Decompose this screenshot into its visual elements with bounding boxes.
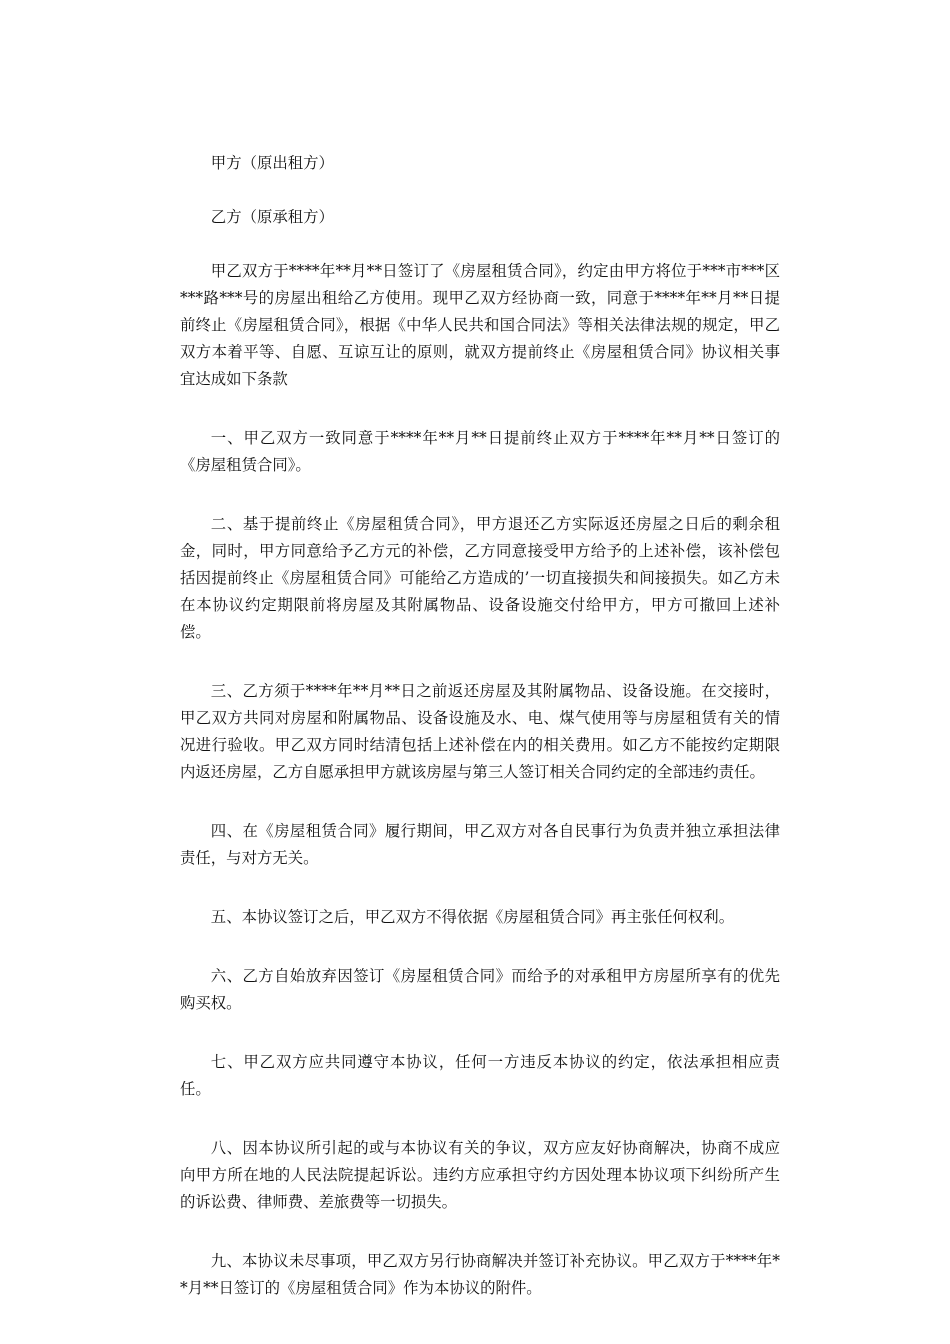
clause-3: 三、乙方须于****年**月**日之前返还房屋及其附属物品、设备设施。在交接时，甲乙双方共同对房屋和附属物品、设备设施及水、电、煤气使用等与房屋租赁有关的情况进行验收。甲乙双方同时结清包括上述补偿在内的相关费用。如乙方不能按约定期限内返还房屋，乙方自愿承担甲方就该房屋与第三人签订相关合同约定的全部违约责任。 xyxy=(180,682,780,781)
clause-4: 四、在《房屋租赁合同》履行期间，甲乙双方对各自民事行为负责并独立承担法律责任，与对方无关。 xyxy=(180,822,780,867)
clause-6: 六、乙方自始放弃因签订《房屋租赁合同》而给予的对承租甲方房屋所享有的优先购买权。 xyxy=(180,967,780,1012)
party-a-line: 甲方（原出租方） xyxy=(210,154,334,172)
clause-5: 五、本协议签订之后，甲乙双方不得依据《房屋租赁合同》再主张任何权利。 xyxy=(210,908,735,926)
party-b-line: 乙方（原承租方） xyxy=(210,208,334,226)
clause-7: 七、甲乙双方应共同遵守本协议，任何一方违反本协议的约定，依法承担相应责任。 xyxy=(180,1053,780,1098)
clause-9: 九、本协议未尽事项，甲乙双方另行协商解决并签订补充协议。甲乙双方于****年**月**日签订的《房屋租赁合同》作为本协议的附件。 xyxy=(180,1252,780,1297)
clause-8: 八、因本协议所引起的或与本协议有关的争议，双方应友好协商解决，协商不成应向甲方所在地的人民法院提起诉讼。违约方应承担守约方因处理本协议项下纠纷所产生的诉讼费、律师费、差旅费等一切损失。 xyxy=(180,1139,780,1211)
clause-2: 二、基于提前终止《房屋租赁合同》，甲方退还乙方实际返还房屋之日后的剩余租金，同时，甲方同意给予乙方元的补偿，乙方同意接受甲方给予的上述补偿，该补偿包括因提前终止《房屋租赁合同》可能给乙方造成的’一切直接损失和间接损失。如乙方未在本协议约定期限前将房屋及其附属物品、设备设施交付给甲方，甲方可撤回上述补偿。 xyxy=(180,515,780,641)
clause-1: 一、甲乙双方一致同意于****年**月**日提前终止双方于****年**月**日签订的《房屋租赁合同》。 xyxy=(180,429,780,474)
preamble-paragraph: 甲乙双方于****年**月**日签订了《房屋租赁合同》，约定由甲方将位于***市***区***路***号的房屋出租给乙方使用。现甲乙双方经协商一致，同意于****年**月**日提前终止《房屋租赁合同》，根据《中华人民共和国合同法》等相关法律法规的规定，甲乙双方本着平等、自愿、互谅互让的原则，就双方提前终止《房屋租赁合同》协议相关事宜达成如下条款 xyxy=(180,262,780,388)
